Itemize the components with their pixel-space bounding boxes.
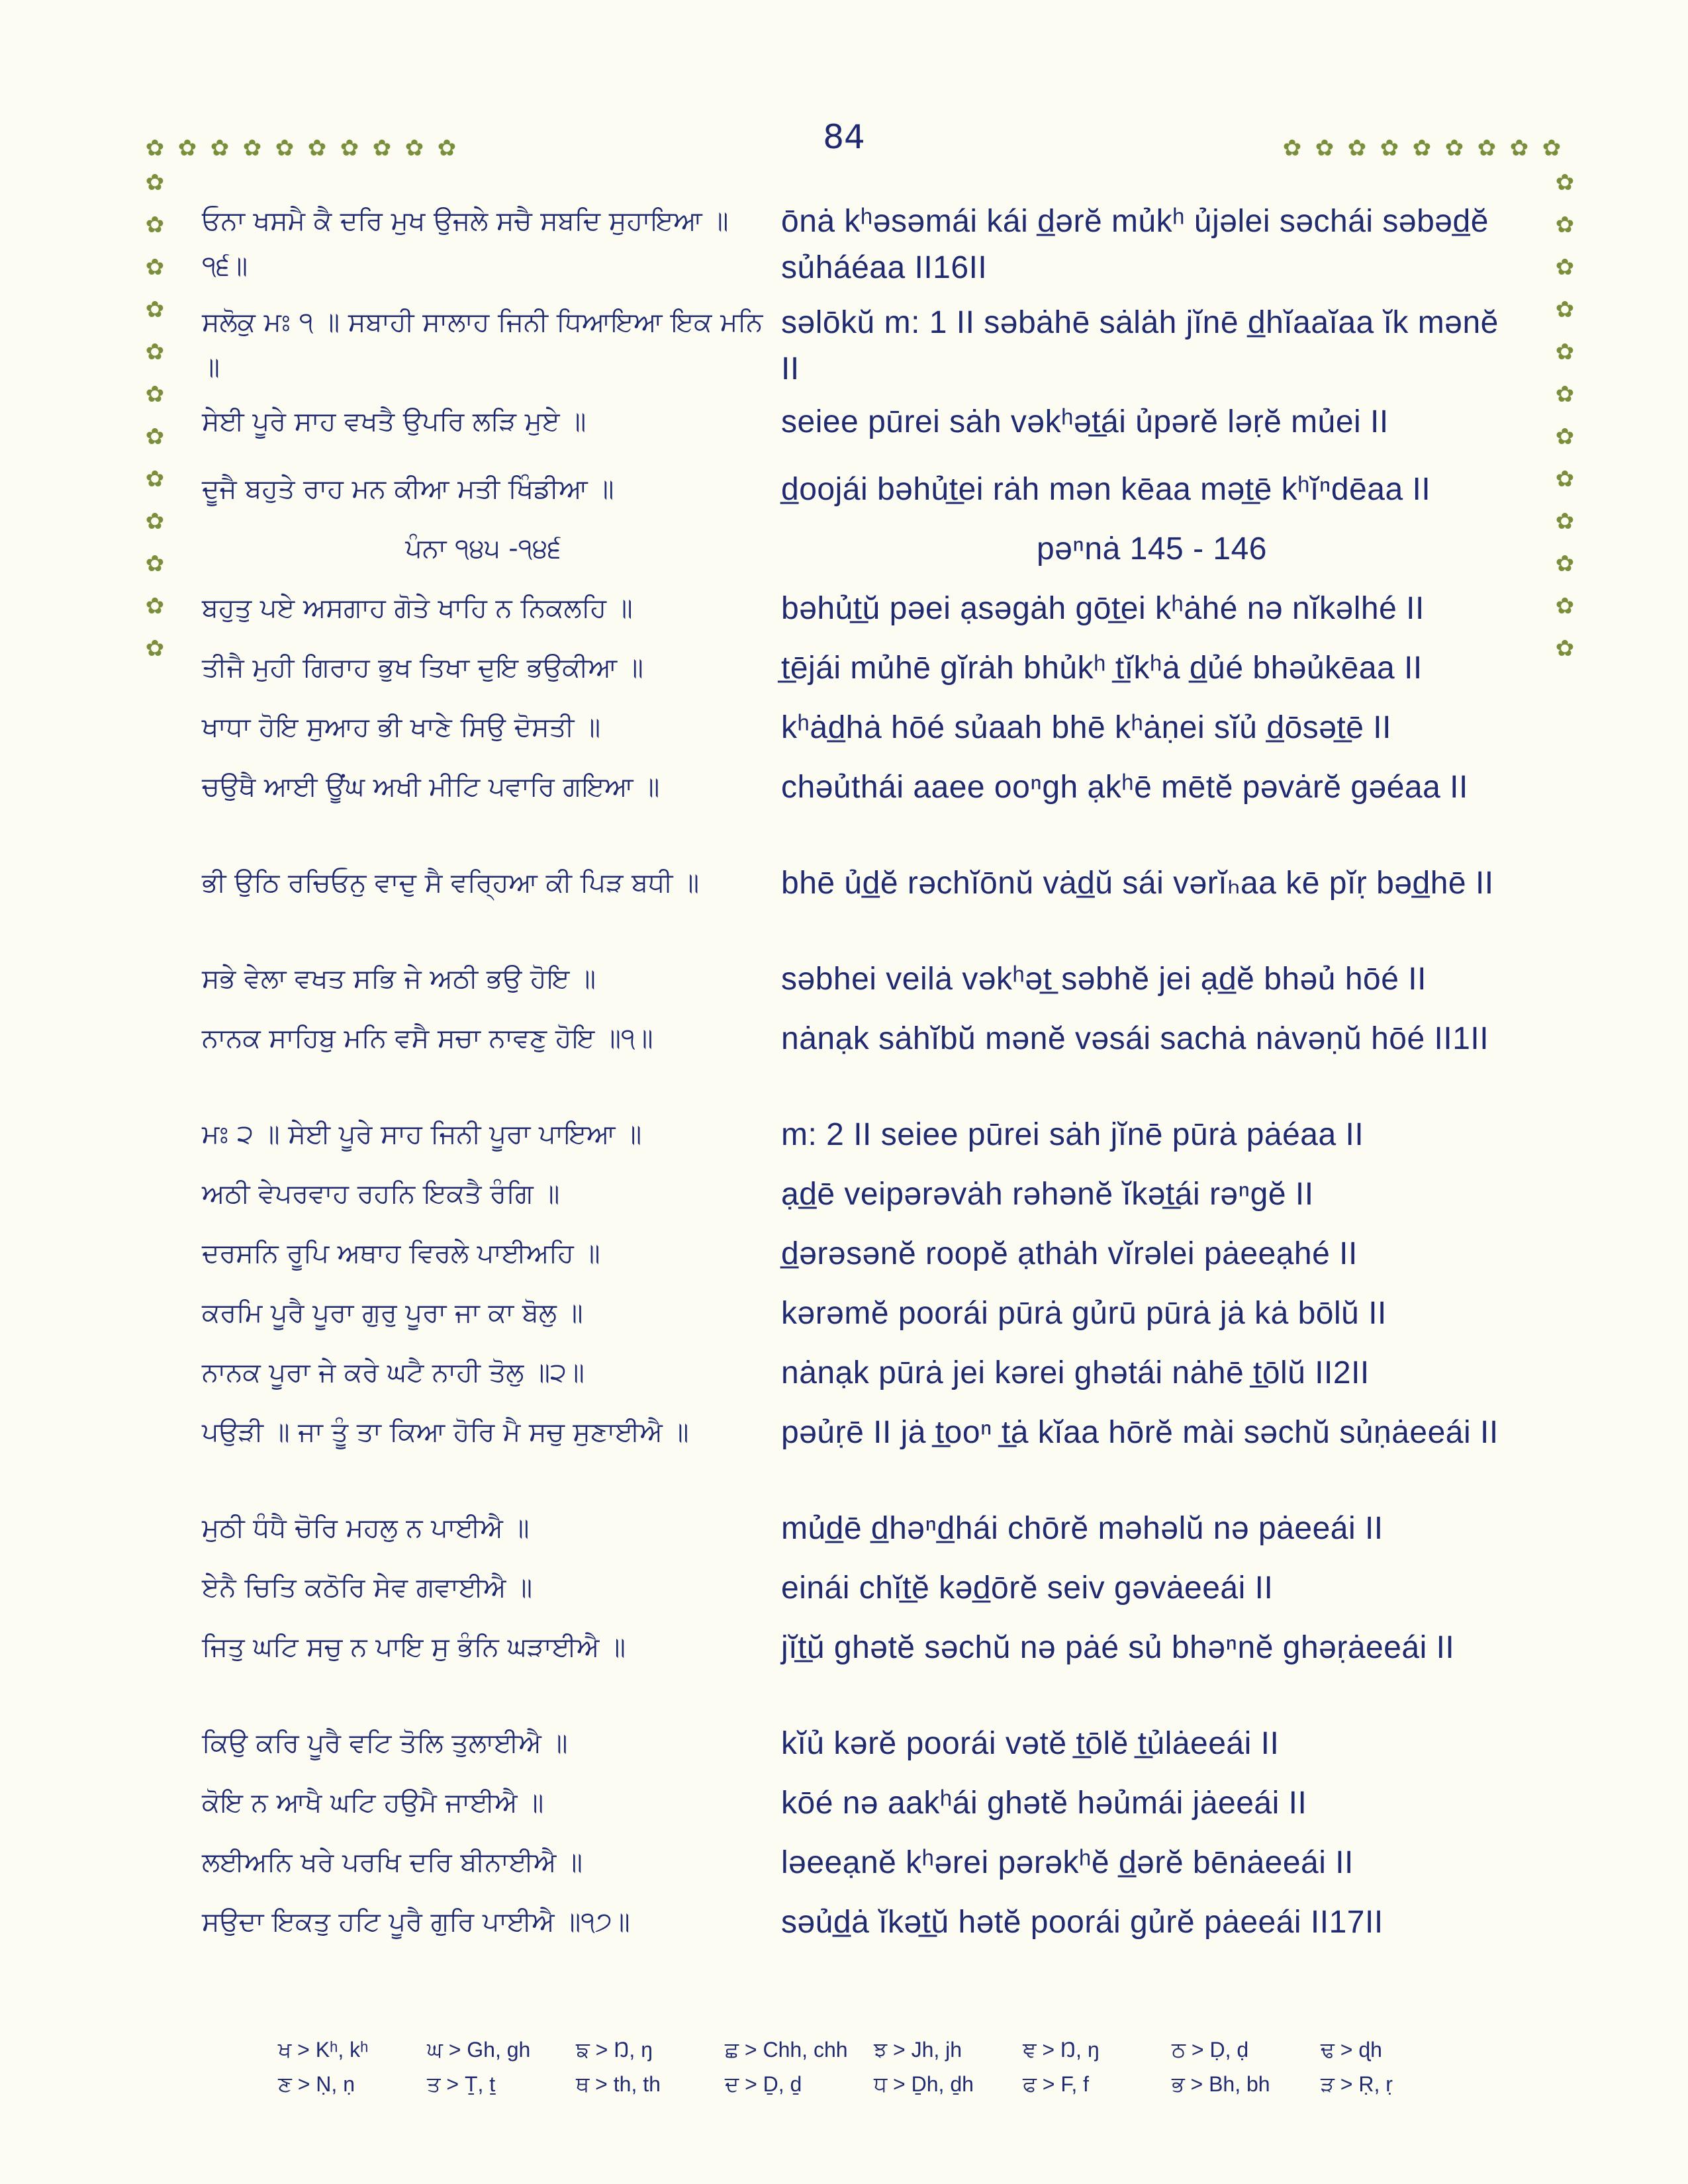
legend-item: ੜ > Ṛ, ṛ	[1321, 2072, 1393, 2096]
transliteration-text: kərəmĕ poorái pūrȧ gủrū pūrȧ jȧ kȧ bōlŭ II	[781, 1296, 1387, 1331]
transliteration-text: nȧnạk pūrȧ jei kərei ghətái nȧhē t̲ōlŭ II2II	[781, 1355, 1370, 1390]
gurmukhi-text: ਭੀ ਉਠਿ ਰਚਿਓਨੁ ਵਾਦੁ ਸੈ ਵਰ੍ਹਿਆ ਕੀ ਪਿੜ ਬਧੀ ॥	[202, 868, 700, 898]
transliteration-text: kōé nə aakʰái ghətĕ həủmái jȧeeái II	[781, 1786, 1307, 1821]
flower-icon: ✿	[1555, 169, 1575, 196]
flower-icon: ✿	[1555, 254, 1575, 281]
flower-icon: ✿	[145, 254, 165, 281]
border-right	[1554, 169, 1575, 680]
flower-icon: ✿	[1555, 339, 1575, 365]
transliteration-text: d̲ərəsənĕ roopĕ ạthȧh vĭrəlei pȧeeạhé II	[781, 1236, 1358, 1271]
gurmukhi-text: ਸਲੋਕੁ ਮਃ ੧ ॥ ਸਬਾਹੀ ਸਾਲਾਹ ਜਿਨੀ ਧਿਆਇਆ ਇਕ ਮਨਿ ॥	[202, 307, 763, 383]
transliteration-text: chəủthái aaee ooⁿgh ạkʰē mētĕ pəvȧrĕ gəéaa II	[781, 770, 1468, 805]
transliteration-text: d̲oojái bəhủt̲ei rȧh mən kēaa mət̲ē kʰĭⁿdēaa II	[781, 472, 1431, 507]
flower-icon: ✿	[145, 381, 165, 408]
gurmukhi-text: ਕਿਉ ਕਰਿ ਪੂਰੈ ਵਟਿ ਤੋਲਿ ਤੁਲਾਈਐ ॥	[202, 1728, 568, 1758]
legend-item: ਣ > Ṇ, ṇ	[278, 2072, 355, 2096]
flower-icon: ✿	[1477, 135, 1497, 161]
gurmukhi-text: ਅਠੀ ਵੇਪਰਵਾਹ ਰਹਨਿ ਇਕਤੈ ਰੰਗਿ ॥	[202, 1179, 560, 1209]
transliteration-page-range: pəⁿnȧ 145 - 146	[1037, 531, 1267, 567]
flower-icon: ✿	[1555, 635, 1575, 662]
transliteration-text: bhē ủd̲ĕ rəchĭōnŭ vȧd̲ŭ sái vərĭₕaa kē pĭṛ bəd̲hē II	[781, 866, 1494, 901]
gurmukhi-text: ਮਃ ੨ ॥ ਸੇਈ ਪੂਰੇ ਸਾਹ ਜਿਨੀ ਪੂਰਾ ਪਾਇਆ ॥	[202, 1119, 642, 1150]
transliteration-text: nȧnạk sȧhĭbŭ mənĕ vəsái sachȧ nȧvəṇŭ hōé II1II	[781, 1021, 1489, 1056]
flower-icon: ✿	[145, 508, 165, 535]
flower-icon: ✿	[145, 135, 165, 161]
legend-row	[278, 2033, 1470, 2068]
transliteration-text: kĭủ kərĕ poorái vətĕ t̲ōlĕ t̲ủlȧeeái II	[781, 1726, 1280, 1761]
transliteration-text: bəhủt̲ŭ pəei ạsəgȧh gōt̲ei kʰȧhé nə nĭkəlhé II	[781, 591, 1425, 626]
transliteration-text: einái chĭt̲ĕ kəd̲ōrĕ seiv gəvȧeeái II	[781, 1570, 1274, 1606]
flower-icon: ✿	[372, 135, 392, 161]
page-number: 84	[823, 118, 865, 156]
transliteration-text: səbhei veilȧ vəkʰət̲ səbhĕ jei ạd̲ĕ bhəủ hōé II	[781, 962, 1427, 997]
gurmukhi-text: ਲਈਅਨਿ ਖਰੇ ਪਰਖਿ ਦਰਿ ਬੀਨਾਈਐ ॥	[202, 1847, 583, 1878]
gurmukhi-text: ਏਨੈ ਚਿਤਿ ਕਠੋਰਿ ਸੇਵ ਗਵਾਈਐ ॥	[202, 1572, 533, 1603]
transliteration-text: seiee pūrei sȧh vəkʰət̲ái ủpərĕ ləṛĕ mủei II	[781, 404, 1389, 439]
gurmukhi-text: ਨਾਨਕ ਪੂਰਾ ਜੇ ਕਰੇ ਘਟੈ ਨਾਹੀ ਤੋਲੁ ॥੨॥	[202, 1357, 585, 1388]
border-left	[144, 169, 165, 680]
flower-icon: ✿	[404, 135, 424, 161]
flower-icon: ✿	[145, 593, 165, 619]
flower-icon: ✿	[340, 135, 359, 161]
gurmukhi-text: ਨਾਨਕ ਸਾਹਿਬੁ ਮਨਿ ਵਸੈ ਸਚਾ ਨਾਵਣੁ ਹੋਇ ॥੧॥	[202, 1023, 653, 1054]
legend-item: ਦ > Ḏ, ḏ	[725, 2072, 802, 2096]
gurmukhi-text: ਸਉਦਾ ਇਕਤੁ ਹਟਿ ਪੂਰੈ ਗੁਰਿ ਪਾਈਐ ॥੧੭॥	[202, 1907, 630, 1937]
flower-icon: ✿	[210, 135, 230, 161]
transliteration-text: ạd̲ē veipərəvȧh rəhənĕ ĭkət̲ái rəⁿgĕ II	[781, 1177, 1314, 1212]
legend-item: ਥ > th, th	[576, 2072, 661, 2096]
flower-icon: ✿	[1282, 135, 1302, 161]
gurmukhi-text: ਜਿਤੁ ਘਟਿ ਸਚੁ ਨ ਪਾਇ ਸੁ ਭੰਨਿ ਘੜਾਈਐ ॥	[202, 1632, 626, 1662]
border-top-right	[1282, 135, 1573, 161]
flower-icon: ✿	[437, 135, 457, 161]
legend-item: ਝ > Jh, jh	[874, 2038, 962, 2062]
transliteration-text: ōnȧ kʰəsəmái kái d̲ərĕ mủkʰ ủjəlei səchái səbəd̲ĕ sủháéaa II16II	[781, 204, 1489, 285]
flower-icon: ✿	[145, 339, 165, 365]
gurmukhi-text: ਦਰਸਨਿ ਰੂਪਿ ਅਥਾਹ ਵਿਰਲੇ ਪਾਈਅਹਿ ॥	[202, 1238, 600, 1269]
flower-icon: ✿	[242, 135, 262, 161]
border-top-left	[144, 135, 469, 161]
legend-item: ਤ > Ṯ, ṯ	[427, 2072, 496, 2096]
legend-item: ਭ > Bh, bh	[1172, 2072, 1270, 2096]
flower-icon: ✿	[1412, 135, 1432, 161]
flower-icon: ✿	[1542, 135, 1562, 161]
gurmukhi-text: ਸਭੇ ਵੇਲਾ ਵਖਤ ਸਭਿ ਜੇ ਅਠੀ ਭਉ ਹੋਇ ॥	[202, 964, 596, 994]
flower-icon: ✿	[145, 296, 165, 323]
transliteration-text: pəủṛē II jȧ t̲ooⁿ t̲ȧ kĭaa hōrĕ mài səchŭ sủṇȧeeái II	[781, 1415, 1499, 1450]
transliteration-text: səlōkŭ m: 1 II səbȧhē sȧlȧh jĭnē d̲hĭaaĭaa ĭk mənĕ II	[781, 305, 1499, 387]
gurmukhi-page-range: ਪੰਨਾ ੧੪੫ -੧੪੬	[405, 533, 561, 564]
gurmukhi-text: ਖਾਧਾ ਹੋਇ ਸੁਆਹ ਭੀ ਖਾਣੇ ਸਿਉ ਦੋਸਤੀ ॥	[202, 712, 601, 743]
flower-icon: ✿	[145, 466, 165, 492]
legend-item: ਛ > Chh, chh	[725, 2038, 848, 2062]
flower-icon: ✿	[145, 212, 165, 238]
transliteration-text: kʰȧd̲hȧ hōé sủaah bhē kʰȧṇei sĭủ d̲ōsət̲ē II	[781, 710, 1391, 745]
flower-icon: ✿	[307, 135, 327, 161]
flower-icon: ✿	[145, 169, 165, 196]
transliteration-text: jĭt̲ŭ ghətĕ səchŭ nə pȧé sủ bhəⁿnĕ ghəṛȧeeái II	[781, 1630, 1455, 1665]
legend-item: ਢ > ɖh	[1321, 2038, 1382, 2062]
legend-item: ਠ > Ḍ, ḍ	[1172, 2038, 1249, 2062]
legend-item: ਘ > Gh, gh	[427, 2038, 531, 2062]
flower-icon: ✿	[145, 551, 165, 577]
transliteration-text: ləeeạnĕ kʰərei pərəkʰĕ d̲ərĕ bēnȧeeái II	[781, 1845, 1354, 1880]
flower-icon: ✿	[1555, 551, 1575, 577]
flower-icon: ✿	[1555, 212, 1575, 238]
flower-icon: ✿	[1347, 135, 1367, 161]
flower-icon: ✿	[1555, 593, 1575, 619]
flower-icon: ✿	[145, 635, 165, 662]
transliteration-text: mủd̲ē d̲həⁿd̲hái chōrĕ məhəlŭ nə pȧeeái II	[781, 1511, 1383, 1546]
gurmukhi-text: ਕਰਮਿ ਪੂਰੈ ਪੂਰਾ ਗੁਰੁ ਪੂਰਾ ਜਾ ਕਾ ਬੋਲੁ ॥	[202, 1298, 583, 1328]
legend-item: ਧ > Ḏh, ḏh	[874, 2072, 974, 2096]
flower-icon: ✿	[145, 424, 165, 450]
flower-icon: ✿	[177, 135, 197, 161]
flower-icon: ✿	[1315, 135, 1335, 161]
flower-icon: ✿	[275, 135, 295, 161]
legend-item: ਫ > F, f	[1023, 2072, 1090, 2096]
transliteration-text: t̲ējái mủhē gĭrȧh bhủkʰ t̲ĭkʰȧ d̲ủé bhəủkēaa II	[781, 651, 1423, 686]
flower-icon: ✿	[1555, 381, 1575, 408]
flower-icon: ✿	[1509, 135, 1529, 161]
gurmukhi-text: ਦੂਜੈ ਬਹੁਤੇ ਰਾਹ ਮਨ ਕੀਆ ਮਤੀ ਖਿੰਡੀਆ ॥	[202, 474, 614, 504]
transliteration-text: səủd̲ȧ ĭkət̲ŭ hətĕ poorái gủrĕ pȧeeái II17II	[781, 1905, 1383, 1940]
gurmukhi-text: ਪਉੜੀ ॥ ਜਾ ਤੂੰ ਤਾ ਕਿਆ ਹੋਰਿ ਮੈ ਸਚੁ ਸੁਣਾਈਐ ॥	[202, 1417, 689, 1447]
flower-icon: ✿	[1444, 135, 1464, 161]
transliteration-text: m: 2 II seiee pūrei sȧh jĭnē pūrȧ pȧéaa II	[781, 1117, 1364, 1152]
gurmukhi-text: ਮੁਠੀ ਧੰਧੈ ਚੋਰਿ ਮਹਲੁ ਨ ਪਾਈਐ ॥	[202, 1513, 530, 1543]
gurmukhi-text: ਚਉਥੈ ਆਈ ਊਂਘ ਅਖੀ ਮੀਟਿ ਪਵਾਰਿ ਗਇਆ ॥	[202, 772, 660, 802]
flower-icon: ✿	[1555, 296, 1575, 323]
gurmukhi-text: ਬਹੁਤੁ ਪਏ ਅਸਗਾਹ ਗੋਤੇ ਖਾਹਿ ਨ ਨਿਕਲਹਿ ॥	[202, 593, 633, 623]
flower-icon: ✿	[1380, 135, 1399, 161]
flower-icon: ✿	[1555, 424, 1575, 450]
legend-row	[278, 2068, 1470, 2102]
gurmukhi-text: ਤੀਜੈ ਮੁਹੀ ਗਿਰਾਹ ਭੁਖ ਤਿਖਾ ਦੁਇ ਭਉਕੀਆ ॥	[202, 653, 643, 683]
legend-item: ਖ > Kʰ, kʰ	[278, 2038, 369, 2062]
flower-icon: ✿	[1555, 508, 1575, 535]
gurmukhi-text: ਸੇਈ ਪੂਰੇ ਸਾਹ ਵਖਤੈ ਉਪਰਿ ਲੜਿ ਮੁਏ ॥	[202, 406, 586, 437]
gurmukhi-text: ਓਨਾ ਖਸਮੈ ਕੈ ਦਰਿ ਮੁਖ ਉਜਲੇ ਸਚੈ ਸਬਦਿ ਸੁਹਾਇਆ ॥੧੬॥	[202, 206, 729, 281]
flower-icon: ✿	[1555, 466, 1575, 492]
legend-item: ਞ > Ŋ, ŋ	[1023, 2038, 1100, 2062]
transliteration-legend	[278, 2033, 1470, 2102]
legend-item: ਙ > Ŋ, ŋ	[576, 2038, 653, 2062]
gurmukhi-text: ਕੋਇ ਨ ਆਖੈ ਘਟਿ ਹਉਮੈ ਜਾਈਐ ॥	[202, 1788, 544, 1818]
